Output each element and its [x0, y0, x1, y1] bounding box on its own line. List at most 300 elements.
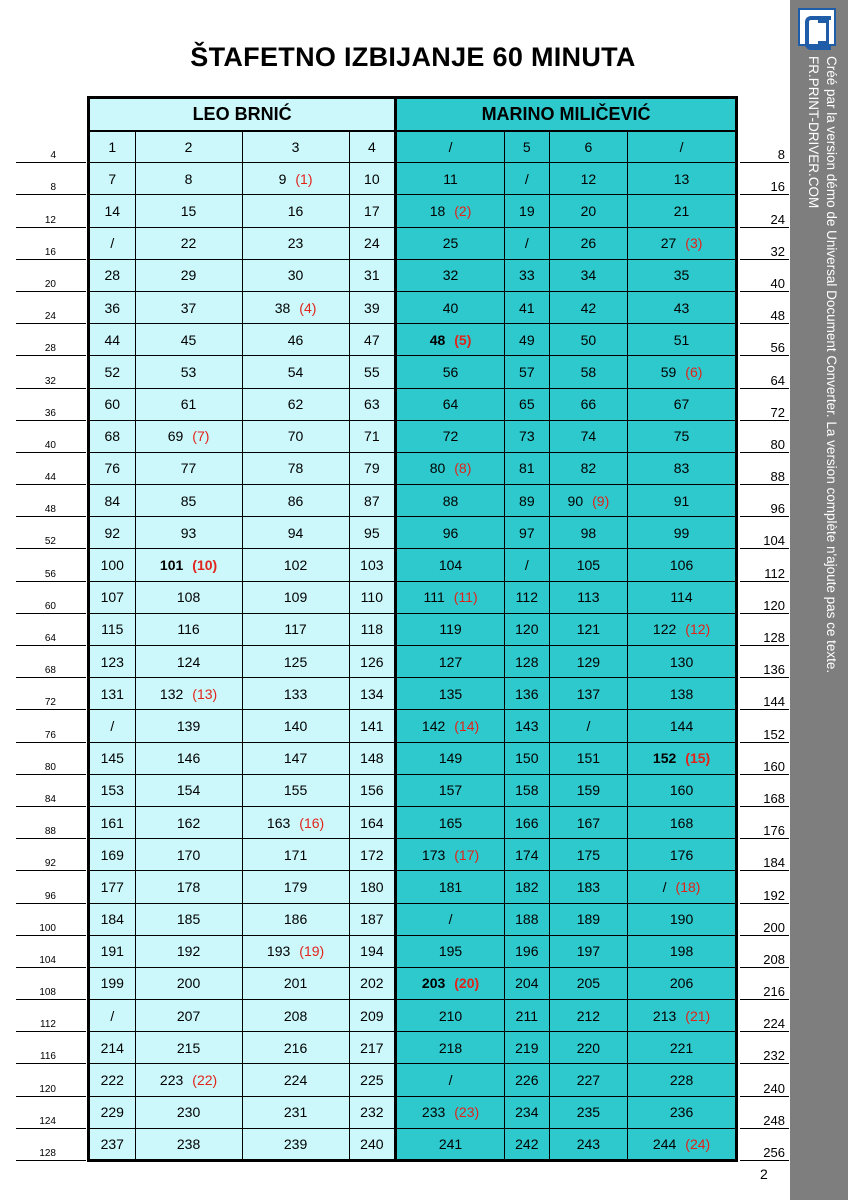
score-value: 118 — [360, 621, 383, 638]
score-value: 21 — [673, 202, 690, 219]
score-cell — [504, 646, 549, 678]
score-value: 193 — [266, 943, 291, 960]
right-minute-row — [740, 517, 789, 549]
score-cell — [349, 324, 396, 356]
right-minute-label: 48 — [770, 308, 785, 324]
score-value: 77 — [180, 460, 197, 477]
score-cell — [242, 1000, 349, 1032]
score-cell — [349, 903, 396, 935]
score-cell — [396, 774, 505, 806]
score-note: (14) — [454, 717, 480, 734]
left-minute-label: 112 — [40, 1019, 56, 1031]
score-value: 42 — [580, 299, 597, 316]
score-value: 100 — [100, 557, 124, 574]
left-minute-label: 80 — [44, 761, 56, 773]
score-note: (7) — [192, 428, 210, 445]
score-value: 60 — [104, 396, 121, 413]
score-value: 181 — [438, 878, 463, 895]
score-value: 177 — [100, 878, 124, 895]
table-row — [89, 163, 737, 195]
score-value: 182 — [515, 878, 539, 895]
score-cell — [89, 485, 136, 517]
left-minute-label: 108 — [39, 987, 56, 999]
right-minute-label: 40 — [770, 275, 785, 291]
score-cell — [396, 742, 505, 774]
score-value: 65 — [519, 396, 535, 413]
score-value: 126 — [360, 653, 384, 670]
score-value: 200 — [176, 975, 201, 992]
score-value: 241 — [438, 1135, 463, 1152]
left-minute-label: 20 — [44, 278, 56, 290]
score-cell — [628, 967, 737, 999]
left-minute-row — [16, 163, 86, 195]
score-value: 191 — [100, 943, 124, 960]
score-value: 197 — [576, 943, 601, 960]
score-cell — [628, 485, 737, 517]
score-value: 17 — [364, 202, 380, 219]
right-minute-label: 112 — [764, 565, 785, 581]
score-value: / — [448, 138, 453, 155]
score-cell — [242, 806, 349, 838]
right-minute-row — [740, 1000, 789, 1032]
score-value: 52 — [104, 363, 121, 380]
score-cell — [396, 710, 505, 742]
right-minute-column — [740, 131, 789, 1161]
score-cell — [396, 227, 505, 259]
score-value: 215 — [176, 1039, 201, 1056]
score-value: 172 — [360, 846, 384, 863]
score-value: 242 — [515, 1135, 539, 1152]
score-cell — [135, 356, 242, 388]
left-minute-row — [16, 485, 86, 517]
score-value: 64 — [442, 396, 459, 413]
right-minute-row — [740, 614, 789, 646]
score-value: 91 — [673, 492, 690, 509]
table-row — [89, 1032, 737, 1064]
score-value: / — [448, 1072, 453, 1089]
table-row — [89, 903, 737, 935]
left-minute-label: 124 — [39, 1115, 56, 1127]
score-cell — [89, 1064, 136, 1096]
score-cell — [242, 839, 349, 871]
score-value: 146 — [176, 750, 201, 767]
left-minute-label: 44 — [44, 472, 56, 484]
score-value: 2 — [184, 138, 193, 155]
score-value: 13 — [673, 170, 690, 187]
left-minute-row — [16, 646, 86, 678]
left-minute-column — [16, 131, 86, 1161]
table-row — [89, 1000, 737, 1032]
score-value: 145 — [100, 750, 124, 767]
score-cell — [349, 195, 396, 227]
score-cell — [549, 806, 627, 838]
score-cell — [628, 742, 737, 774]
score-cell — [242, 517, 349, 549]
score-value: 153 — [100, 782, 124, 799]
score-value: 135 — [438, 685, 463, 702]
score-cell — [89, 388, 136, 420]
score-cell — [135, 1064, 242, 1096]
score-value: 49 — [519, 331, 535, 348]
right-minute-label: 152 — [763, 726, 785, 742]
score-value: 117 — [284, 621, 307, 638]
left-minute-row — [16, 871, 86, 903]
score-value: 185 — [176, 911, 201, 928]
left-minute-label: 64 — [44, 633, 56, 644]
score-cell — [349, 517, 396, 549]
score-cell — [628, 420, 737, 452]
score-value: 50 — [580, 331, 597, 348]
score-value: / — [448, 911, 453, 928]
right-minute-label: 120 — [763, 597, 785, 613]
table-row — [89, 1096, 737, 1128]
score-cell — [628, 581, 737, 613]
score-cell — [242, 549, 349, 581]
score-value: 94 — [287, 524, 304, 541]
score-cell — [242, 259, 349, 291]
table-row — [89, 1128, 737, 1160]
score-value: 165 — [438, 814, 463, 831]
right-minute-row — [740, 871, 789, 903]
right-minute-label: 24 — [770, 211, 785, 227]
watermark-text — [796, 56, 840, 776]
table-row — [89, 646, 737, 678]
right-minute-label: 232 — [763, 1048, 785, 1064]
page-number: 2 — [760, 1166, 768, 1182]
score-value: 190 — [669, 911, 694, 928]
score-cell — [504, 678, 549, 710]
score-value: 232 — [360, 1104, 384, 1121]
score-value: 210 — [438, 1007, 463, 1024]
score-value: 86 — [287, 492, 304, 509]
score-value: 136 — [515, 685, 539, 702]
right-minute-row — [740, 968, 789, 1000]
score-cell — [349, 259, 396, 291]
score-value: 201 — [283, 975, 308, 992]
score-value: 219 — [515, 1039, 539, 1056]
right-minute-row — [740, 260, 789, 292]
score-cell — [135, 291, 242, 323]
score-cell — [396, 131, 505, 163]
score-value: 155 — [283, 782, 308, 799]
score-value: 107 — [100, 589, 124, 606]
score-cell — [628, 517, 737, 549]
right-minute-row — [740, 936, 789, 968]
score-value: 161 — [100, 814, 124, 831]
score-cell — [549, 646, 627, 678]
score-value: 234 — [515, 1104, 539, 1121]
left-minute-label: 56 — [44, 568, 56, 580]
score-value: 183 — [576, 878, 601, 895]
score-value: 73 — [519, 428, 535, 445]
score-value: 174 — [515, 846, 539, 863]
score-cell — [349, 227, 396, 259]
score-value: 140 — [283, 717, 308, 734]
score-value: / — [110, 235, 115, 252]
score-value: 63 — [364, 396, 380, 413]
score-cell — [349, 1032, 396, 1064]
table-row — [89, 291, 737, 323]
score-value: 36 — [104, 299, 121, 316]
score-cell — [549, 452, 627, 484]
score-cell — [242, 163, 349, 195]
score-value: 188 — [515, 911, 539, 928]
score-cell — [242, 291, 349, 323]
score-value: 162 — [176, 814, 201, 831]
table-row — [89, 613, 737, 645]
score-note: (2) — [454, 202, 472, 219]
right-minute-label: 176 — [763, 823, 785, 839]
right-minute-row — [740, 1097, 789, 1129]
score-note: (19) — [299, 943, 325, 960]
score-cell — [135, 710, 242, 742]
score-cell — [89, 646, 136, 678]
score-value: 32 — [442, 267, 459, 284]
score-cell — [89, 227, 136, 259]
score-value: 110 — [360, 589, 383, 606]
left-minute-row — [16, 260, 86, 292]
score-value: 33 — [519, 267, 535, 284]
score-cell — [349, 420, 396, 452]
score-cell — [549, 1032, 627, 1064]
score-cell — [242, 388, 349, 420]
left-minute-label: 36 — [44, 407, 56, 419]
score-value: 10 — [364, 170, 380, 187]
score-value: 229 — [100, 1104, 124, 1121]
score-value: 173 — [421, 846, 446, 863]
score-cell — [628, 163, 737, 195]
score-value: 152 — [652, 750, 677, 767]
score-cell — [628, 935, 737, 967]
score-cell — [549, 1096, 627, 1128]
score-cell — [396, 935, 505, 967]
right-minute-label: 104 — [763, 533, 785, 549]
left-minute-label: 120 — [39, 1083, 56, 1095]
score-value: / — [586, 717, 591, 734]
score-cell — [242, 935, 349, 967]
score-cell — [396, 1128, 505, 1160]
right-minute-label: 200 — [763, 919, 785, 935]
left-minute-row — [16, 582, 86, 614]
right-minute-label: 192 — [763, 887, 785, 903]
table-row — [89, 388, 737, 420]
score-cell — [549, 1128, 627, 1160]
score-cell — [396, 259, 505, 291]
score-cell — [242, 774, 349, 806]
score-value: 148 — [360, 750, 384, 767]
right-minute-label: 88 — [770, 469, 785, 485]
score-cell — [504, 1064, 549, 1096]
score-note: (22) — [192, 1072, 218, 1089]
team-marino-header: MARINO MILIČEVIĆ — [396, 98, 737, 131]
score-cell — [349, 839, 396, 871]
table-row — [89, 131, 737, 163]
score-value: 51 — [673, 331, 690, 348]
score-cell — [242, 1096, 349, 1128]
score-cell — [628, 678, 737, 710]
score-cell — [549, 291, 627, 323]
score-value: 101 — [159, 557, 184, 574]
score-cell — [549, 549, 627, 581]
left-minute-row — [16, 1097, 86, 1129]
score-value: 23 — [287, 235, 304, 252]
score-cell — [396, 646, 505, 678]
left-minute-row — [16, 839, 86, 871]
score-cell — [628, 710, 737, 742]
score-cell — [396, 420, 505, 452]
score-note: (8) — [454, 460, 472, 477]
score-value: 239 — [283, 1135, 308, 1152]
score-value: 37 — [180, 299, 197, 316]
score-value: 176 — [669, 846, 694, 863]
score-value: 99 — [673, 524, 690, 541]
right-minute-row — [740, 710, 789, 742]
score-cell — [504, 517, 549, 549]
score-cell — [628, 259, 737, 291]
score-value: 223 — [159, 1072, 184, 1089]
score-value: 69 — [167, 428, 184, 445]
score-value: 53 — [180, 363, 197, 380]
score-cell — [349, 678, 396, 710]
score-cell — [549, 774, 627, 806]
score-cell — [135, 581, 242, 613]
score-cell — [504, 324, 549, 356]
right-minute-row — [740, 775, 789, 807]
score-cell — [89, 1032, 136, 1064]
score-cell — [89, 613, 136, 645]
score-cell — [504, 1128, 549, 1160]
score-cell — [349, 291, 396, 323]
score-cell — [396, 195, 505, 227]
score-cell — [89, 356, 136, 388]
score-value: 159 — [576, 782, 601, 799]
left-minute-row — [16, 678, 86, 710]
score-value: 85 — [180, 492, 197, 509]
score-cell — [89, 1128, 136, 1160]
score-cell — [628, 356, 737, 388]
right-minute-label: 96 — [770, 501, 785, 517]
score-cell — [89, 420, 136, 452]
score-value: 1 — [108, 138, 117, 155]
right-minute-row — [740, 389, 789, 421]
right-minute-row — [740, 453, 789, 485]
right-minute-row — [740, 904, 789, 936]
score-cell — [549, 517, 627, 549]
score-cell — [89, 324, 136, 356]
score-value: 137 — [576, 685, 601, 702]
score-value: 11 — [443, 170, 458, 187]
score-value: 212 — [576, 1007, 601, 1024]
right-minute-row — [740, 195, 789, 227]
score-cell — [242, 131, 349, 163]
score-cell — [396, 1096, 505, 1128]
score-value: 38 — [274, 299, 291, 316]
score-cell — [242, 742, 349, 774]
score-table — [87, 96, 738, 1162]
score-cell — [628, 903, 737, 935]
score-cell — [396, 1064, 505, 1096]
score-cell — [89, 581, 136, 613]
score-cell — [135, 806, 242, 838]
right-minute-row — [740, 131, 789, 163]
score-cell — [628, 452, 737, 484]
score-cell — [349, 452, 396, 484]
score-value: 58 — [580, 363, 597, 380]
score-cell — [135, 742, 242, 774]
score-cell — [349, 485, 396, 517]
score-value: 67 — [673, 396, 690, 413]
score-value: 209 — [360, 1007, 384, 1024]
score-value: 44 — [104, 331, 121, 348]
score-cell — [504, 742, 549, 774]
score-value: 120 — [515, 621, 539, 638]
score-cell — [549, 1064, 627, 1096]
table-row — [89, 710, 737, 742]
score-value: 20 — [580, 202, 597, 219]
left-minute-label: 76 — [44, 729, 56, 741]
score-value: 119 — [439, 621, 462, 638]
right-minute-label: 16 — [770, 179, 785, 195]
table-row — [89, 420, 737, 452]
left-minute-row — [16, 1129, 86, 1161]
score-value: 220 — [576, 1039, 601, 1056]
score-value: 158 — [515, 782, 539, 799]
score-cell — [89, 549, 136, 581]
score-cell — [242, 227, 349, 259]
score-cell — [396, 163, 505, 195]
score-value: 68 — [104, 428, 121, 445]
score-cell — [135, 1128, 242, 1160]
score-cell — [396, 356, 505, 388]
score-cell — [549, 356, 627, 388]
score-value: 228 — [669, 1072, 694, 1089]
left-minute-label: 68 — [44, 665, 56, 677]
score-value: 167 — [576, 814, 601, 831]
score-cell — [396, 967, 505, 999]
converter-logo-icon — [798, 8, 836, 46]
score-cell — [396, 324, 505, 356]
score-value: 43 — [673, 299, 690, 316]
score-cell — [349, 388, 396, 420]
right-minute-label: 8 — [777, 147, 785, 163]
score-cell — [349, 967, 396, 999]
left-minute-label: 12 — [44, 214, 56, 226]
left-minute-row — [16, 356, 86, 388]
score-cell — [135, 903, 242, 935]
score-value: 54 — [287, 363, 304, 380]
score-value: 134 — [360, 685, 384, 702]
score-value: 206 — [669, 975, 694, 992]
score-value: 166 — [515, 814, 539, 831]
table-row — [89, 549, 737, 581]
right-minute-row — [740, 485, 789, 517]
score-cell — [396, 613, 505, 645]
score-value: 179 — [283, 878, 308, 895]
score-value: 157 — [438, 782, 463, 799]
left-minute-label: 24 — [44, 311, 56, 323]
left-minute-row — [16, 968, 86, 1000]
score-cell — [504, 774, 549, 806]
score-cell — [628, 291, 737, 323]
right-minute-row — [740, 228, 789, 260]
score-value: 74 — [580, 428, 597, 445]
score-cell — [549, 581, 627, 613]
score-value: 147 — [283, 750, 308, 767]
left-minute-row — [16, 775, 86, 807]
score-cell — [549, 195, 627, 227]
score-cell — [628, 131, 737, 163]
score-cell — [549, 485, 627, 517]
